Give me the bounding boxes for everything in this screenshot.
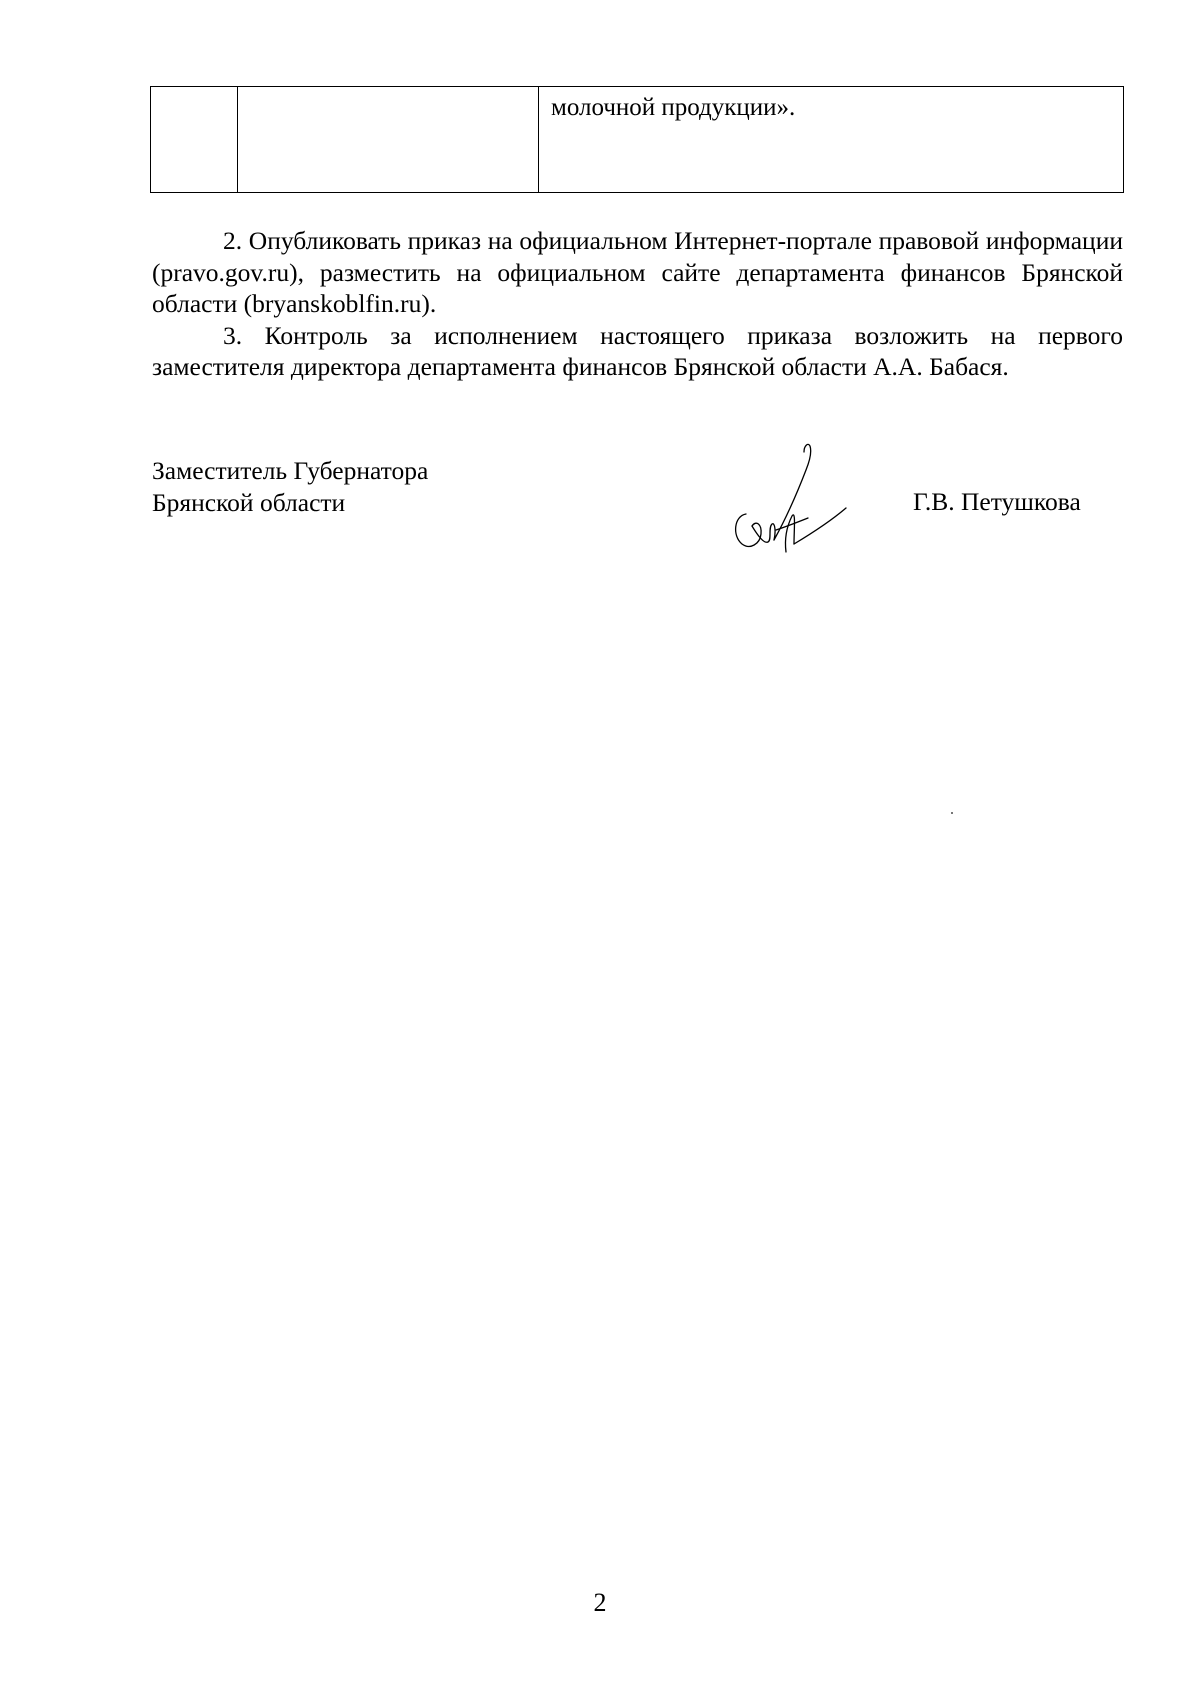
signer-name: Г.В. Петушкова (913, 487, 1081, 516)
order-body (152, 225, 1123, 383)
paragraph-publish: 2. Опубликовать приказ на официальном Интернет-портале правовой информации (pravo.gov.ru), разместить на официальном сайте департамента финансов Брянской области (bryanskoblfin.ru). (152, 226, 1123, 318)
page-number: 2 (593, 1588, 607, 1617)
signer-position (152, 455, 428, 518)
signer-position-line-2: Брянской области (152, 487, 346, 517)
signer-position-line-1: Заместитель Губернатора (152, 456, 429, 485)
table-cell-name (238, 87, 539, 193)
table-continuation (150, 86, 1124, 193)
table-cell-number (151, 87, 238, 193)
paragraph-control: 3. Контроль за исполнением настоящего приказа возложить на первого заместителя директора департамента финансов Брянской области А.А. Бабася. (152, 320, 1123, 381)
table-cell-text: молочной продукции». (539, 87, 1124, 193)
table-row (151, 87, 1124, 193)
handwritten-signature-icon (728, 440, 868, 560)
scan-speck (951, 812, 953, 814)
